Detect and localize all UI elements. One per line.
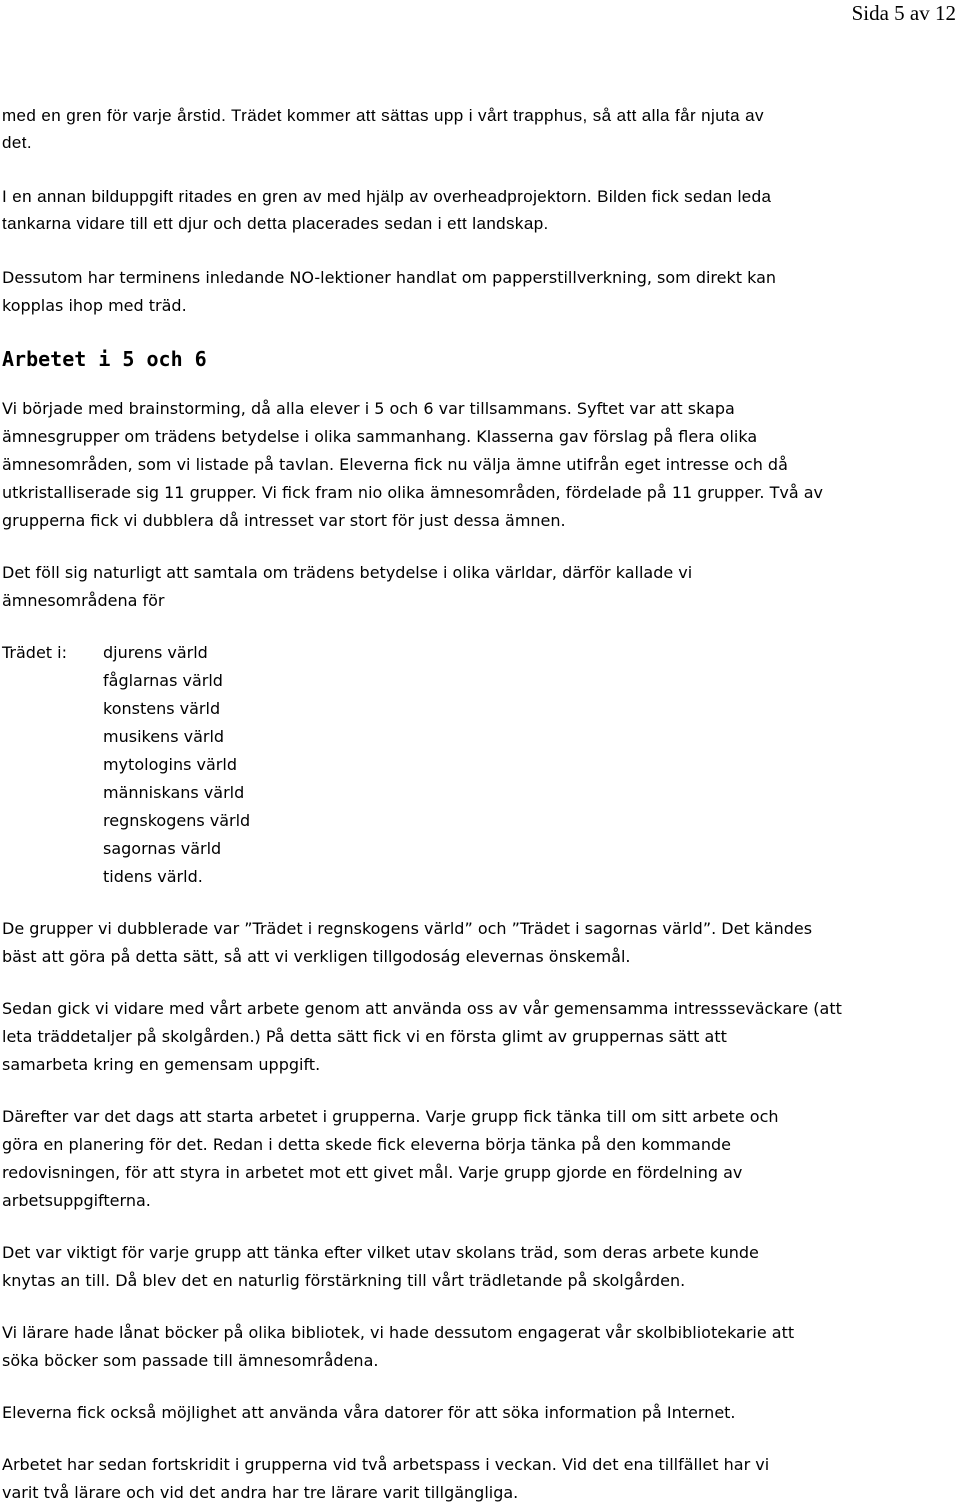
paragraph-5: Det föll sig naturligt att samtala om trädens betydelse i olika världar, därför kallade vi ämnesområdena för — [2, 563, 693, 610]
section-heading: Arbetet i 5 och 6 — [2, 347, 207, 371]
list-item: konstens värld — [103, 699, 221, 718]
tree-list-items — [103, 639, 250, 891]
list-item: mytologins värld — [103, 755, 237, 774]
paragraph-9: Det var viktigt för varje grupp att tänka efter vilket utav skolans träd, som deras arbete kunde knytas an till. Då blev det en naturlig förstärkning till vårt trädletande på skolgården. — [2, 1243, 759, 1290]
paragraph-4: Vi började med brainstorming, då alla elever i 5 och 6 var tillsammans. Syftet var att skapa ämnesgrupper om trädens betydelse i olika sammanhang. Klasserna gav förslag på flera olika ämnesområden, som vi listade på tavlan. Eleverna fick nu välja ämne utifrån eget intresse och då utkristalliserade sig 11 grupper. Vi fick fram nio olika ämnesområden, fördelade på 11 grupper. Två av grupperna fick vi dubblera då intresset var stort för just dessa ämnen. — [2, 399, 823, 530]
list-item: fåglarnas värld — [103, 671, 223, 690]
tree-list-label: Trädet i: — [2, 643, 67, 662]
list-item: musikens värld — [103, 727, 225, 746]
list-item: sagornas värld — [103, 839, 222, 858]
document-body — [2, 102, 952, 1507]
list-item: djurens värld — [103, 643, 208, 662]
list-item: tidens värld. — [103, 867, 203, 886]
paragraph-8: Därefter var det dags att starta arbetet i grupperna. Varje grupp fick tänka till om sitt arbete och göra en planering för det. Redan i detta skede fick eleverna börja tänka på den kommande redovisningen, för att styra in arbetet mot ett givet mål. Varje grupp gjorde en fördelning av arbetsuppgifterna. — [2, 1107, 779, 1210]
list-item: regnskogens värld — [103, 811, 251, 830]
paragraph-1: med en gren för varje årstid. Trädet kommer att sättas upp i vårt trapphus, så att alla får njuta av det. — [2, 106, 764, 152]
tree-world-list — [2, 639, 952, 891]
paragraph-10: Vi lärare hade lånat böcker på olika bibliotek, vi hade dessutom engagerat vår skolbibliotekarie att söka böcker som passade till ämnesområdena. — [2, 1323, 795, 1370]
paragraph-6: De grupper vi dubblerade var ”Trädet i regnskogens värld” och ”Trädet i sagornas värld”. Det kändes bäst att göra på detta sätt, så att vi verkligen tillgodoság elevernas önskemål. — [2, 919, 813, 966]
paragraph-3: Dessutom har terminens inledande NO-lektioner handlat om papperstillverkning, som direkt kan kopplas ihop med träd. — [2, 268, 777, 315]
paragraph-11: Eleverna fick också möjlighet att använda våra datorer för att söka information på Internet. — [2, 1403, 736, 1422]
paragraph-12: Arbetet har sedan fortskridit i grupperna vid två arbetspass i veckan. Vid det ena tillfället har vi varit två lärare och vid det andra har tre lärare varit tillgängliga. — [2, 1455, 770, 1502]
paragraph-2: I en annan bilduppgift ritades en gren av med hjälp av overheadprojektorn. Bilden fick sedan leda tankarna vidare till ett djur och detta placerades sedan i ett landskap. — [2, 187, 772, 233]
list-item: människans värld — [103, 783, 245, 802]
paragraph-7: Sedan gick vi vidare med vårt arbete genom att använda oss av vår gemensamma intressseväckare (att leta träddetaljer på skolgården.) På detta sätt fick vi en första glimt av gruppernas sätt att samarbeta kring en gemensam uppgift. — [2, 999, 842, 1074]
page-number: Sida 5 av 12 — [851, 1, 956, 25]
